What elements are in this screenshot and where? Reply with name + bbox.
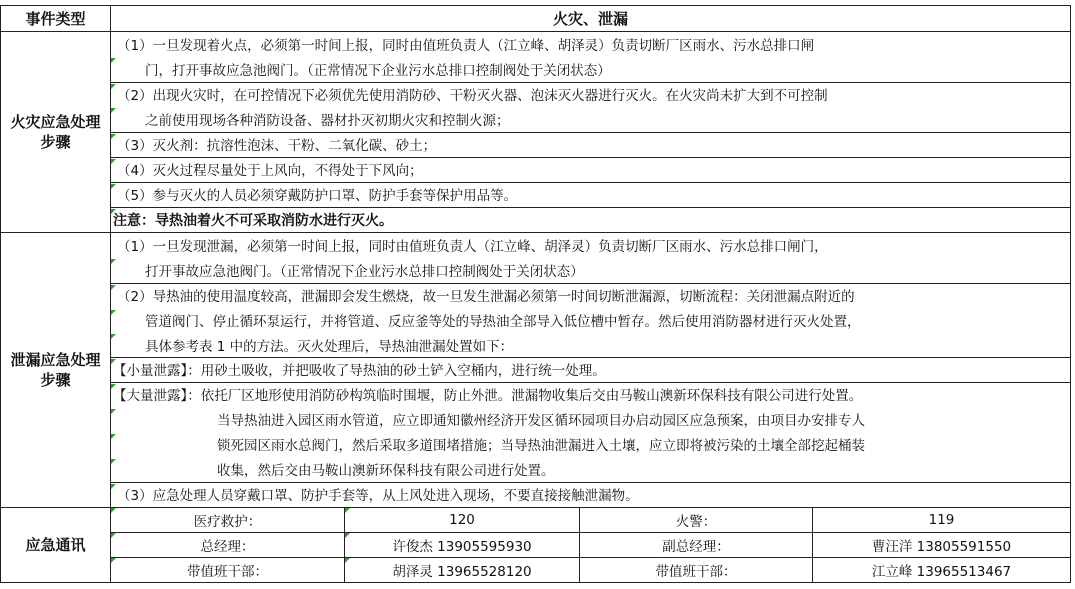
cell-corner-marker <box>111 508 116 513</box>
comm-value: 120 <box>344 507 580 533</box>
leak-large-spill-cont1: 当导热油进入园区雨水管道，应立即通知徽州经济开发区循环园项目办启动园区应急预案，由项目办安排专人 <box>217 413 865 429</box>
comm-role: 总经理： <box>110 532 345 558</box>
cell-corner-marker <box>111 310 116 315</box>
cell-corner-marker <box>111 533 116 538</box>
leak-procedure-label <box>0 232 111 508</box>
fire-label-line2: 步骤 <box>40 133 71 151</box>
comm-role: 医疗救护： <box>110 507 345 533</box>
fire-label-line1: 火灾应急处理 <box>10 113 101 131</box>
cell-corner-marker <box>111 409 116 414</box>
cell-corner-marker <box>111 434 116 439</box>
leak-label-line2: 步骤 <box>40 371 71 389</box>
cell-corner-marker <box>111 334 116 339</box>
leak-large-spill-cont2: 锁死园区雨水总阀门，然后采取多道围堵措施；当导热油泄漏进入土壤，应立即将被污染的土壤全部挖起桶装 <box>217 438 865 454</box>
leak-large-spill-cont3: 收集，然后交由马鞍山澳新环保科技有限公司进行处置。 <box>217 463 555 479</box>
comm-value: 曹汪洋 13805591550 <box>812 532 1071 558</box>
cell-corner-marker <box>111 58 116 63</box>
header-event-name: 火灾、泄漏 <box>110 5 1071 32</box>
cell-corner-marker <box>111 108 116 113</box>
cell-corner-marker <box>111 459 116 464</box>
cell-corner-marker <box>345 558 350 563</box>
fire-step-2-line1: （2）出现火灾时，在可控情况下必须优先使用消防砂、干粉灭火器、泡沫灭火器进行灭火。在火灾尚未扩大到不可控制 <box>117 88 828 104</box>
comm-value: 119 <box>812 507 1071 533</box>
leak-small-spill: 【小量泄露】：用砂土吸收，并把吸收了导热油的砂土铲入空桶内，进行统一处理。 <box>113 363 606 379</box>
comm-value: 江立峰 13965513467 <box>812 557 1071 583</box>
leak-step-1-line2: 打开事故应急池阀门。（正常情况下企业污水总排口控制阀处于关闭状态） <box>145 264 584 280</box>
comm-value: 胡泽灵 13965528120 <box>344 557 580 583</box>
cell-corner-marker <box>345 533 350 538</box>
cell-corner-marker <box>345 508 350 513</box>
fire-note: 注意：导热油着火不可采取消防水进行灭火。 <box>113 213 393 229</box>
leak-step-3: （3）应急处理人员穿戴口罩、防护手套等，从上风处进入现场，不要直接接触泄漏物。 <box>117 488 639 504</box>
fire-step-5: （5）参与灭火的人员必须穿戴防护口罩、防护手套等保护用品等。 <box>117 188 518 204</box>
comm-role: 副总经理： <box>579 532 813 558</box>
fire-step-3: （3）灭火剂：抗溶性泡沫、干粉、二氧化碳、砂土； <box>117 138 437 154</box>
cell-corner-marker <box>111 184 116 189</box>
leak-large-spill: 【大量泄露】：依托厂区地形使用消防砂构筑临时围堰，防止外泄。泄漏物收集后交由马鞍山澳新环保科技有限公司进行处置。 <box>113 388 863 404</box>
cell-corner-marker <box>111 134 116 139</box>
fire-step-4: （4）灭火过程尽量处于上风向，不得处于下风向； <box>117 163 423 179</box>
comm-role: 带值班干部： <box>579 557 813 583</box>
comm-role: 火警： <box>579 507 813 533</box>
fire-step-2-line2: 之前使用现场各种消防设备、器材扑灭初期火灾和控制火源； <box>145 113 510 129</box>
fire-step-1-line1: （1）一旦发现着火点，必须第一时间上报，同时由值班负责人（江立峰、胡泽灵）负责切断厂区雨水、污水总排口闸 <box>117 38 815 54</box>
fire-procedure-label <box>0 31 111 233</box>
cell-corner-marker <box>111 484 116 489</box>
cell-corner-marker <box>111 285 116 290</box>
cell-corner-marker <box>111 159 116 164</box>
leak-step-2-line1: （2）导热油的使用温度较高，泄漏即会发生燃烧，故一旦发生泄漏必须第一时间切断泄漏源，切断流程：关闭泄漏点附近的 <box>117 289 855 305</box>
comm-label: 应急通讯 <box>0 507 111 583</box>
leak-label-line1: 泄漏应急处理 <box>10 351 101 369</box>
comm-value: 许俊杰 13905595930 <box>344 532 580 558</box>
comm-role: 带值班干部： <box>110 557 345 583</box>
header-event-type: 事件类型 <box>0 5 111 32</box>
fire-step-1-line2: 门，打开事故应急池阀门。（正常情况下企业污水总排口控制阀处于关闭状态） <box>145 63 611 79</box>
leak-step-2-line2: 管道阀门、停止循环泵运行，并将管道、反应釜等处的导热油全部导入低位槽中暂存。然后使用消防器材进行灭火处置， <box>145 314 861 330</box>
leak-step-1-line1: （1）一旦发现泄漏，必须第一时间上报，同时由值班负责人（江立峰、胡泽灵）负责切断厂区雨水、污水总排口闸门， <box>117 239 828 255</box>
leak-step-2-line3: 具体参考表 1 中的方法。灭火处理后，导热油泄漏处置如下： <box>145 339 514 355</box>
cell-corner-marker <box>111 259 116 264</box>
cell-corner-marker <box>111 558 116 563</box>
cell-corner-marker <box>111 84 116 89</box>
